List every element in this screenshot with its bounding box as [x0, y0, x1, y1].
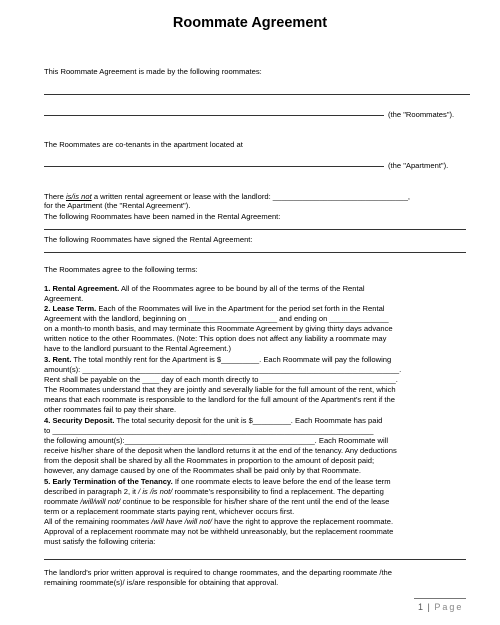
page-label: Page	[434, 602, 464, 612]
blank-line[interactable]	[44, 229, 466, 230]
page-number: 1	[418, 602, 425, 612]
section-3-line: other roommates fail to pay their share.	[44, 405, 177, 414]
section-5-line: Approval of a replacement roommate may not be withheld unreasonably, but the replacement roommate	[44, 527, 394, 536]
section-2-line: on a month-to month basis, and may terminate this Roommate Agreement by giving thirty days advance	[44, 324, 393, 333]
apartment-suffix: (the "Apartment").	[388, 161, 449, 170]
closing-line: The landlord's prior written approval is required to change roommates, and the departing roommate /the	[44, 568, 392, 577]
roommates-suffix: (the "Roommates").	[388, 110, 455, 119]
section-2-line: written notice to the other Roommates. (Note: This option does not affect any liability a roommate may	[44, 334, 387, 343]
section-4-line: receive his/her share of the deposit when the landlord returns it at the end of the tenancy. Any deductions	[44, 446, 397, 455]
blank-line[interactable]	[44, 115, 384, 116]
section-5-line: roommate /will/will not/ continue to be responsible for his/her share of the rent until the end of the lease	[44, 497, 390, 506]
section-4-line: however, any damage caused by one of the Roommates shall be paid only by that Roommate.	[44, 466, 362, 475]
footer-divider	[414, 598, 466, 599]
rental-agreement-line: for the Apartment (the "Rental Agreement").	[44, 201, 191, 210]
section-1-line: Agreement.	[44, 294, 84, 303]
blank-line[interactable]	[44, 94, 470, 95]
section-4-line: to ____________________________________________________________________________	[44, 426, 374, 435]
section-2-line: Agreement with the landlord, beginning on _____________________ and ending on ______________	[44, 314, 389, 323]
section-5-line: 5. Early Termination of the Tenancy. If one roommate elects to leave before the end of the lease term	[44, 477, 391, 486]
section-2-line: 2. Lease Term. Each of the Roommates will live in the Apartment for the period set forth in the Rental	[44, 304, 385, 313]
section-3-line: means that each roommate is responsible to the landlord for the full amount of the Apartment's rent if the	[44, 395, 395, 404]
terms-intro: The Roommates agree to the following terms:	[44, 265, 198, 274]
section-4-line: from the deposit shall be shared by all the Roommates in proportion to the amount of deposit paid;	[44, 456, 375, 465]
section-3-line: amount(s): ___________________________________________________________________________.	[44, 365, 402, 374]
document-title: Roommate Agreement	[172, 15, 328, 31]
section-1-line: 1. Rental Agreement. All of the Roommates agree to be bound by all of the terms of the Rental	[44, 284, 365, 293]
page-footer: 1 | Page	[418, 602, 464, 612]
section-5-line: All of the remaining roommates /will have /will not/ have the right to approve the replacement roommate.	[44, 517, 394, 526]
named-roommates-line: The following Roommates have been named in the Rental Agreement:	[44, 212, 281, 221]
blank-line[interactable]	[44, 166, 384, 167]
section-5-line: described in paragraph 2, it / is /is not/ roommate's responsibility to find a replacement. The departing	[44, 487, 384, 496]
blank-line[interactable]	[44, 252, 466, 253]
section-5-line: term or a replacement roommate starts paying rent, whichever occurs first.	[44, 507, 295, 516]
blank-line[interactable]	[44, 559, 466, 560]
intro-line: This Roommate Agreement is made by the following roommates:	[44, 67, 262, 76]
cotenants-line: The Roommates are co-tenants in the apartment located at	[44, 140, 243, 149]
section-3-line: Rent shall be payable on the ____ day of each month directly to ________________________________.	[44, 375, 398, 384]
section-3-line: The Roommates understand that they are jointly and severally liable for the full amount of the rent, which	[44, 385, 396, 394]
section-4-line: 4. Security Deposit. The total security deposit for the unit is $_________. Each Roommate has paid	[44, 416, 383, 425]
section-4-line: the following amount(s):_____________________________________________. Each Roommate will	[44, 436, 389, 445]
written-agreement-line: There is/is not a written rental agreement or lease with the landlord: ________________________________,	[44, 192, 411, 201]
closing-line: remaining roommate(s)/ is/are responsible for obtaining that approval.	[44, 578, 279, 587]
section-3-line: 3. Rent. The total monthly rent for the Apartment is $_________. Each Roommate will pay the following	[44, 355, 392, 364]
section-2-line: have to the landlord pursuant to the Rental Agreement.)	[44, 344, 232, 353]
signed-roommates-line: The following Roommates have signed the Rental Agreement:	[44, 235, 253, 244]
section-5-line: must satisfy the following criteria:	[44, 537, 156, 546]
